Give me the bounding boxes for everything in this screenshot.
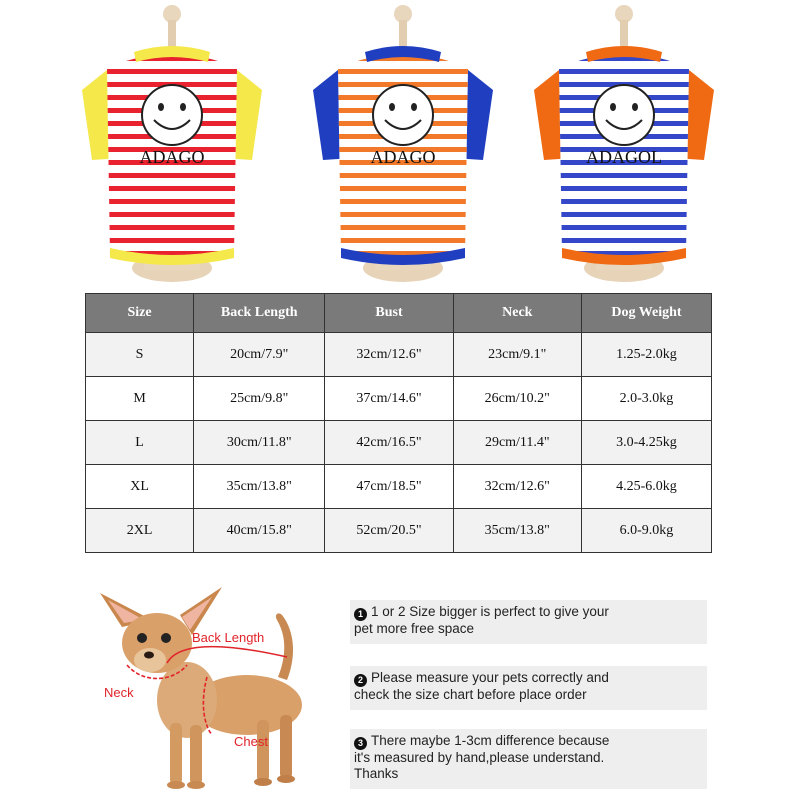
- table-header-row: [86, 294, 712, 333]
- note-3: [350, 729, 707, 789]
- cell-dog-weight: 1.25-2.0kg: [581, 333, 711, 377]
- cell-bust: 32cm/12.6": [325, 333, 453, 377]
- shirt-blue-orange: [524, 0, 724, 285]
- table-row: [86, 333, 712, 377]
- note-1: [350, 600, 707, 644]
- cell-neck: 23cm/9.1": [453, 333, 581, 377]
- cell-dog-weight: 3.0-4.25kg: [581, 421, 711, 465]
- cell-dog-weight: 2.0-3.0kg: [581, 377, 711, 421]
- note-line: There maybe 1-3cm difference because: [371, 733, 610, 748]
- table-row: [86, 465, 712, 509]
- table-row: [86, 421, 712, 465]
- cell-neck: 35cm/13.8": [453, 509, 581, 553]
- note-line: it's measured by hand,please understand.: [354, 750, 605, 765]
- cell-bust: 37cm/14.6": [325, 377, 453, 421]
- chest-label: Chest: [234, 734, 268, 749]
- note-line: Thanks: [354, 766, 399, 781]
- cell-back-length: 40cm/15.8": [194, 509, 325, 553]
- cell-neck: 32cm/12.6": [453, 465, 581, 509]
- cell-back-length: 25cm/9.8": [194, 377, 325, 421]
- note-number-badge: 2: [354, 674, 367, 687]
- cell-size: L: [86, 421, 194, 465]
- cell-bust: 52cm/20.5": [325, 509, 453, 553]
- cell-back-length: 30cm/11.8": [194, 421, 325, 465]
- note-line: pet more free space: [354, 621, 475, 636]
- header-bust: Bust: [325, 294, 453, 333]
- size-chart-table: [85, 293, 712, 553]
- back-length-label: Back Length: [192, 630, 265, 645]
- product-photos: [0, 0, 800, 285]
- cell-size: S: [86, 333, 194, 377]
- shirt-orange-blue: [303, 0, 503, 285]
- dog-measurement-diagram: [82, 585, 332, 800]
- smiley-face-icon: [142, 85, 202, 145]
- table-body: [86, 333, 712, 553]
- cell-bust: 47cm/18.5": [325, 465, 453, 509]
- note-line: Please measure your pets correctly and: [371, 670, 609, 685]
- note-2: [350, 666, 707, 710]
- table-row: [86, 377, 712, 421]
- header-dog-weight: Dog Weight: [581, 294, 711, 333]
- cell-neck: 26cm/10.2": [453, 377, 581, 421]
- mannequin-neck: [168, 20, 176, 50]
- smiley-face-icon: [594, 85, 654, 145]
- note-number-badge: 1: [354, 608, 367, 621]
- note-line: 1 or 2 Size bigger is perfect to give your: [371, 604, 609, 619]
- cell-bust: 42cm/16.5": [325, 421, 453, 465]
- mannequin-neck: [399, 20, 407, 50]
- table-row: [86, 509, 712, 553]
- note-number-badge: 3: [354, 737, 367, 750]
- cell-size: 2XL: [86, 509, 194, 553]
- header-size: Size: [86, 294, 194, 333]
- cell-size: XL: [86, 465, 194, 509]
- cell-dog-weight: 6.0-9.0kg: [581, 509, 711, 553]
- neck-label: Neck: [104, 685, 134, 700]
- smiley-face-icon: [373, 85, 433, 145]
- header-back-length: Back Length: [194, 294, 325, 333]
- cell-back-length: 35cm/13.8": [194, 465, 325, 509]
- cell-neck: 29cm/11.4": [453, 421, 581, 465]
- mannequin-neck: [620, 20, 628, 50]
- note-line: check the size chart before place order: [354, 687, 587, 702]
- header-neck: Neck: [453, 294, 581, 333]
- shirt-brand-text: ADAGO: [139, 147, 205, 167]
- shirt-brand-text: ADAGO: [370, 147, 436, 167]
- shirt-brand-text: ADAGOL: [586, 147, 662, 167]
- shirt-red-yellow: [72, 0, 272, 285]
- cell-size: M: [86, 377, 194, 421]
- cell-back-length: 20cm/7.9": [194, 333, 325, 377]
- cell-dog-weight: 4.25-6.0kg: [581, 465, 711, 509]
